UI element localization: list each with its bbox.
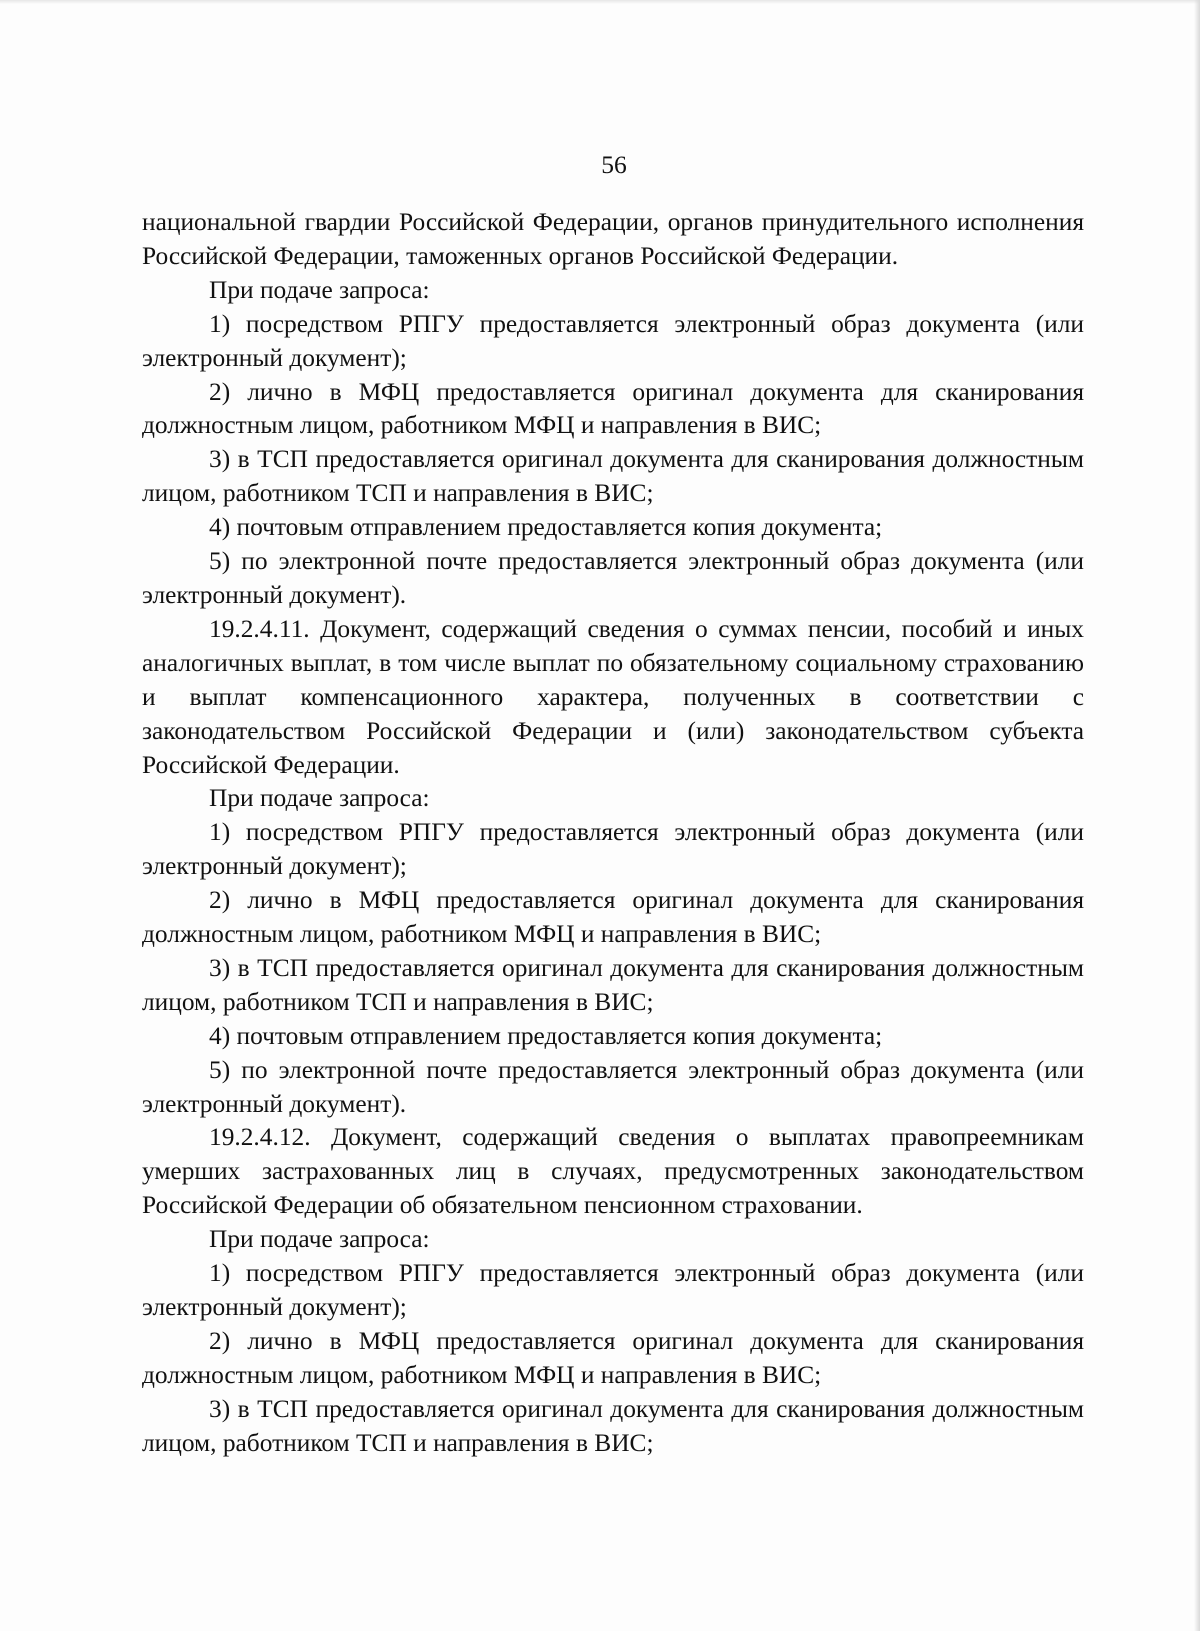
list-item-post: 4) почтовым отправлением предоставляется копия документа; <box>209 1021 883 1050</box>
paragraph-request-intro: При подаче запроса: <box>209 275 430 304</box>
list-item-tsp: 3) в ТСП предоставляется оригинал документа для сканирования должностным лицом, работником ТСП и направления в ВИС; <box>142 445 1084 508</box>
list-item-rpgu: 1) посредством РПГУ предоставляется электронный образ документа (или электронный документ); <box>142 1259 1084 1321</box>
paragraph-continuation: национальной гвардии Российской Федерации, органов принудительного исполнения Российской Федерации, таможенных органов Российской Федерации. <box>142 208 1084 270</box>
list-item-email: 5) по электронной почте предоставляется электронный образ документа (или электронный документ). <box>142 1055 1084 1118</box>
clause-19-2-4-11: 19.2.4.11. Документ, содержащий сведения о суммах пенсии, пособий и иных аналогичных выплат, в том числе выплат по обязательному социальному страхованию и выплат компенсационного характера, полученных в соответствии с законодательством Российской Федерации и (или) законодательством субъекта Российской Федерации. <box>142 614 1084 779</box>
list-item-post: 4) почтовым отправлением предоставляется копия документа; <box>209 513 883 542</box>
paragraph-request-intro: При подаче запроса: <box>209 1225 430 1254</box>
list-item-tsp: 3) в ТСП предоставляется оригинал документа для сканирования должностным лицом, работником ТСП и направления в ВИС; <box>142 1394 1084 1457</box>
document-body <box>142 206 1084 1461</box>
list-item-email: 5) по электронной почте предоставляется электронный образ документа (или электронный документ). <box>142 547 1084 609</box>
scan-edge-right <box>1194 0 1200 1631</box>
paragraph-request-intro: При подаче запроса: <box>209 784 430 813</box>
list-item-mfc: 2) лично в МФЦ предоставляется оригинал документа для сканирования должностным лицом, работником МФЦ и направления в ВИС; <box>142 1326 1084 1389</box>
scan-edge-top <box>0 0 1200 4</box>
list-item-rpgu: 1) посредством РПГУ предоставляется электронный образ документа (или электронный документ); <box>142 818 1084 881</box>
page-number: 56 <box>601 150 627 179</box>
list-item-mfc: 2) лично в МФЦ предоставляется оригинал документа для сканирования должностным лицом, работником МФЦ и направления в ВИС; <box>142 886 1084 949</box>
list-item-rpgu: 1) посредством РПГУ предоставляется электронный образ документа (или электронный документ); <box>142 309 1084 372</box>
clause-19-2-4-12: 19.2.4.12. Документ, содержащий сведения о выплатах правопреемникам умерших застрахованных лиц в случаях, предусмотренных законодательством Российской Федерации об обязательном пенсионном страховании. <box>142 1123 1084 1220</box>
list-item-mfc: 2) лично в МФЦ предоставляется оригинал документа для сканирования должностным лицом, работником МФЦ и направления в ВИС; <box>142 377 1084 440</box>
list-item-tsp: 3) в ТСП предоставляется оригинал документа для сканирования должностным лицом, работником ТСП и направления в ВИС; <box>142 953 1084 1016</box>
